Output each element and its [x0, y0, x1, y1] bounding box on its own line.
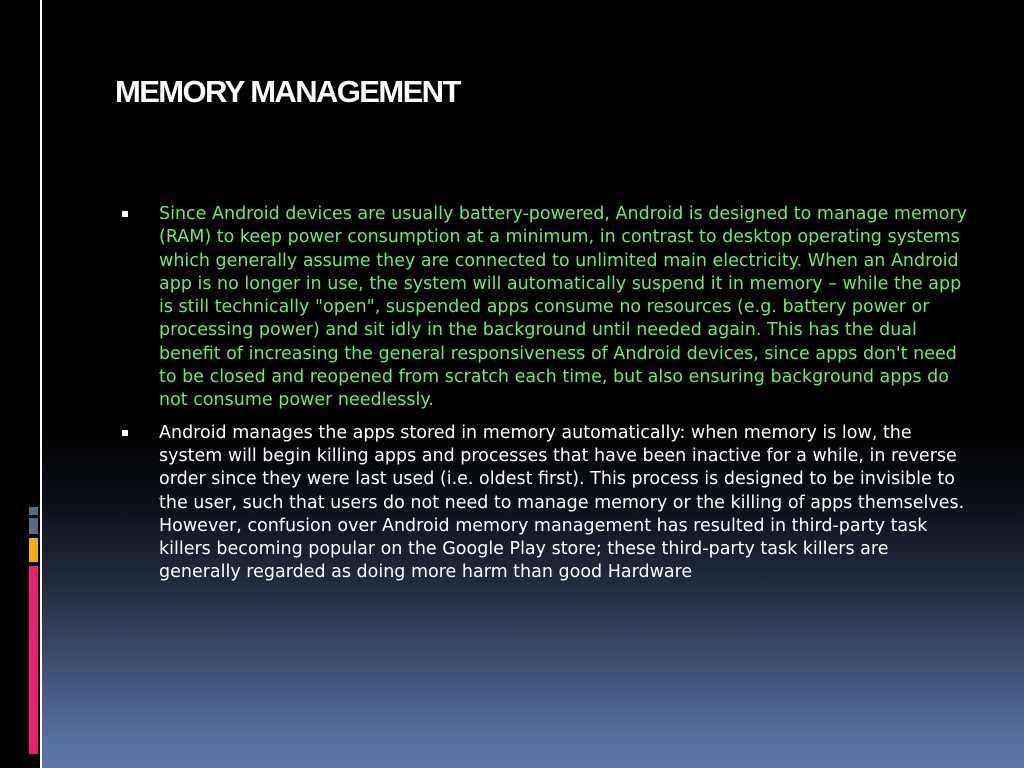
- bullet-text-1: Since Android devices are usually battery-powered, Android is designed to manage memory (RAM) to keep power consumption at a minimum, in contrast to desktop operating systems which generally assume they are connected to unlimited main electricity. When an Android app is no longer in use, the system will automatically suspend it in memory – while the app is still technically "open", suspended apps consume no resources (e.g. battery power or processing power) and sit idly in the background until needed again. This has the dual benefit of increasing the general responsiveness of Android devices, since apps don't need to be closed and reopened from scratch each time, but also ensuring background apps do not consume power needlessly.: [159, 204, 968, 411]
- accent-bar-gold: [29, 538, 38, 562]
- left-strip-edge: [40, 0, 42, 768]
- bullet-item-2: [120, 422, 970, 585]
- bullet-list: [120, 203, 970, 594]
- accent-bar-magenta: [29, 566, 38, 754]
- square-bullet-icon: [122, 430, 128, 436]
- bullet-item-1: [120, 203, 970, 413]
- accent-bar-slate: [29, 518, 38, 534]
- square-bullet-icon: [122, 211, 128, 217]
- slide-title: MEMORY MANAGEMENT: [115, 74, 460, 109]
- bullet-text-2: Android manages the apps stored in memory automatically: when memory is low, the system will begin killing apps and processes that have been inactive for a while, in reverse order since they were last used (i.e. oldest first). This process is designed to be invisible to the user, such that users do not need to manage memory or the killing of apps themselves. However, confusion over Android memory management has resulted in third-party task killers becoming popular on the Google Play store; these third-party task killers are generally regarded as doing more harm than good Hardware: [159, 422, 965, 583]
- left-decor-strip: [0, 0, 42, 768]
- accent-bar-slate-small: [29, 507, 38, 515]
